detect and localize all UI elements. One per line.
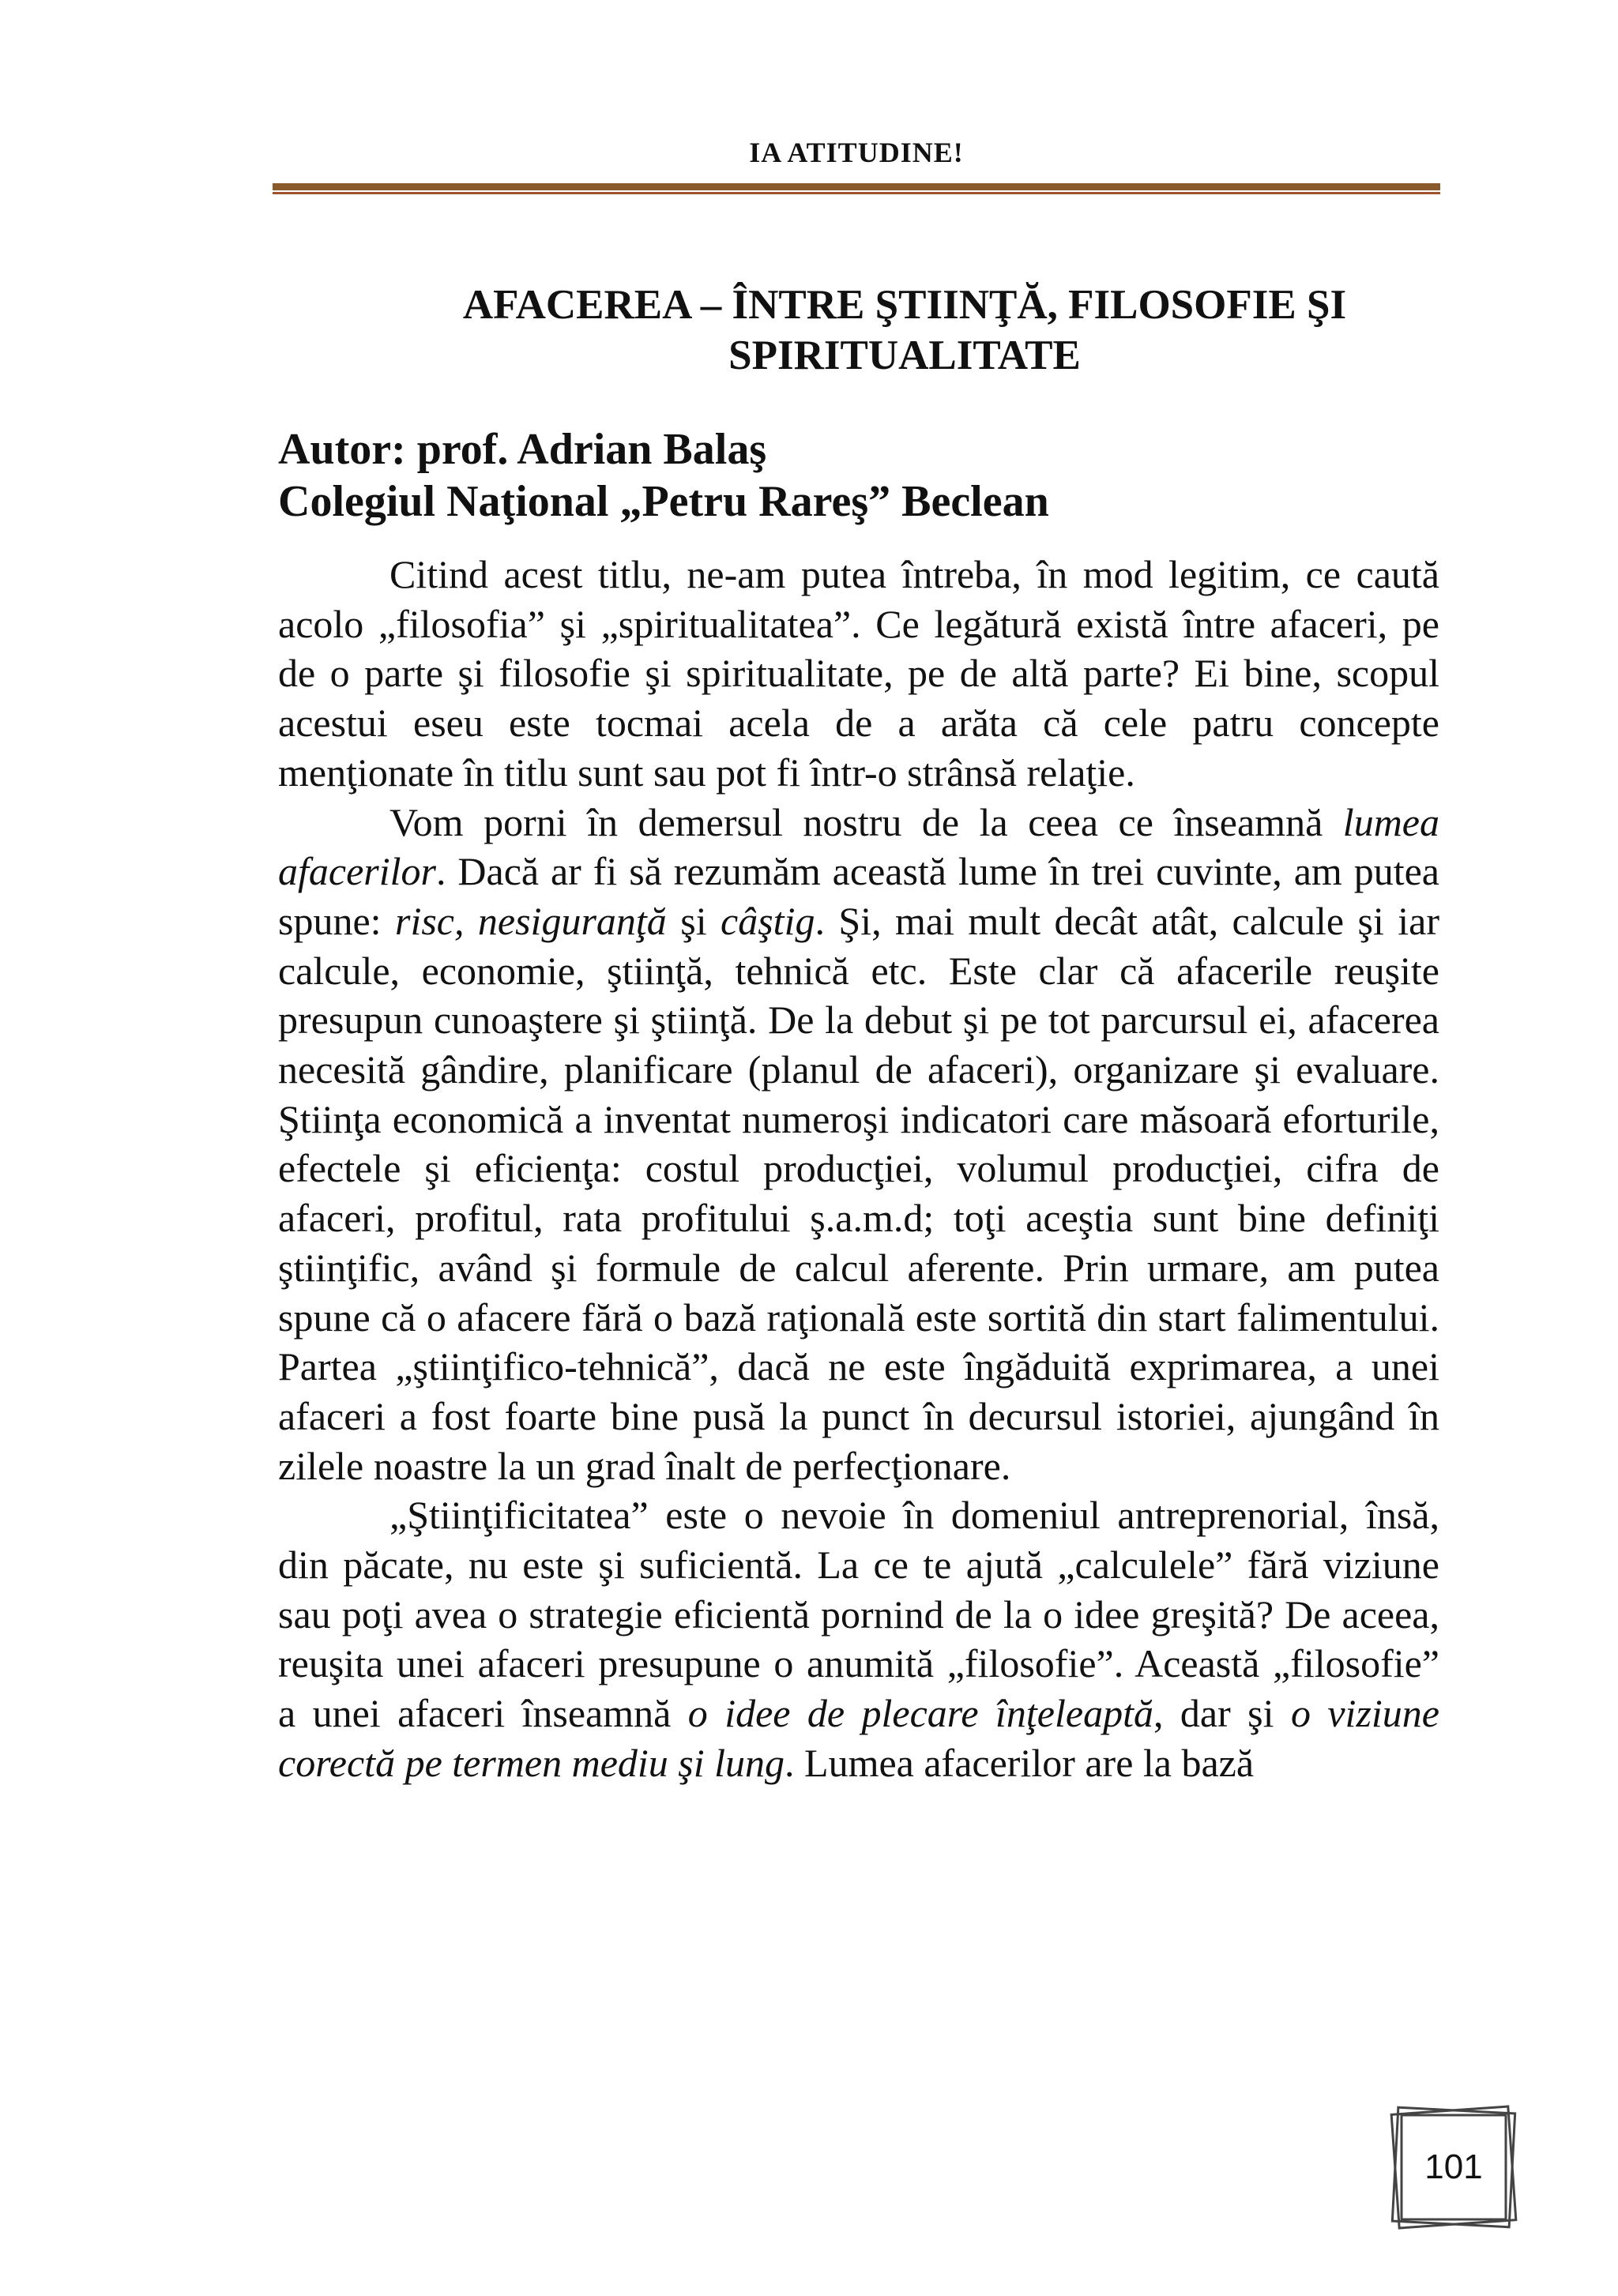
affiliation: Colegiul Naţional „Petru Rareş” Beclean [278, 477, 1049, 526]
paragraph-2-emphasis-3: câştig [721, 898, 815, 943]
header-rule [273, 183, 1440, 194]
page-number-badge [1384, 2098, 1523, 2237]
paragraph-2-text-d: . Şi, mai mult decât atât, calcule şi iar calcule, economie, ştiinţă, tehnică etc. Este clar că afacerile reuşite presupun cunoaştere şi ştiinţă. De la debut şi pe tot parcursul ei, afacerea necesită gândire, planificare (planul de afaceri), organizare şi evaluare. Ştiinţa economică a inventat numeroşi indicatori care măsoară eforturile, efectele şi eficienţa: costul producţiei, volumul producţiei, cifra de afaceri, profitul, rata profitului ş.a.m.d; toţi aceştia sunt bine definiţi ştiinţific, având şi formule de calcul aferente. Prin urmare, am putea spune că o afacere fără o bază raţională este sortită din start falimentului. Partea „ştiinţifico-tehnică”, dacă ne este îngăduită exprimarea, a unei afaceri a fost foarte bine pusă la punct în decursul istoriei, ajungând în zilele noastre la un grad înalt de perfecţionare. [278, 898, 1440, 1488]
paragraph-3-text-b: , dar şi [1153, 1691, 1291, 1736]
page-number: 101 [1424, 2148, 1483, 2186]
paragraph-2 [278, 798, 1439, 1491]
header-rule-thick [273, 183, 1440, 190]
article-title-line-2: SPIRITUALITATE [728, 333, 1081, 378]
author: Autor: prof. Adrian Balaş [278, 425, 767, 474]
paragraph-3-emphasis-2: o viziune corectă pe termen mediu şi lung [278, 1691, 1439, 1785]
byline [278, 423, 1049, 528]
paragraph-3-text-a: „Ştiinţificitatea” este o nevoie în domeniul antreprenorial, însă, din păcate, nu este şi suficientă. La ce te ajută „calculele” fără viziune sau poţi avea o strategie eficientă pornind de la o idee greşită? De aceea, reuşita unei afaceri presupune o anumită „filosofie”. Această „filosofie” a unei afaceri înseamnă [278, 1493, 1439, 1736]
article-body [278, 550, 1439, 1788]
paragraph-3-text-c: . Lumea afacerilor are la bază [785, 1740, 1255, 1785]
article-title-line-1: AFACEREA – ÎNTRE ŞTIINŢĂ, FILOSOFIE ŞI [462, 282, 1347, 328]
paragraph-1: Citind acest titlu, ne-am putea întreba, în mod legitim, ce caută acolo „filosofia” şi „spiritualitatea”. Ce legătură există între afaceri, pe de o parte şi filosofie şi spiritualitate, pe de altă parte? Ei bine, scopul acestui eseu este tocmai acela de a arăta că cele patru concepte menţionate în titlu sunt sau pot fi într-o strânsă relaţie. [278, 552, 1439, 795]
running-header: IA ATITUDINE! [749, 137, 964, 168]
paragraph-2-emphasis-1: lumea afacerilor [278, 799, 1439, 894]
paragraph-2-text-a: Vom porni în demersul nostru de la ceea ce înseamnă [389, 799, 1343, 844]
header-rule-thin [273, 192, 1440, 194]
paragraph-3-emphasis-1: o idee de plecare înţeleaptă [687, 1691, 1153, 1736]
paragraph-2-emphasis-2: risc, nesiguranţă [394, 898, 667, 943]
paragraph-2-text-c: şi [666, 898, 721, 943]
paragraph-2-text-b: . Dacă ar fi să rezumăm această lume în trei cuvinte, am putea spune: [278, 849, 1439, 943]
paragraph-3 [278, 1490, 1439, 1787]
article-title [371, 280, 1438, 381]
